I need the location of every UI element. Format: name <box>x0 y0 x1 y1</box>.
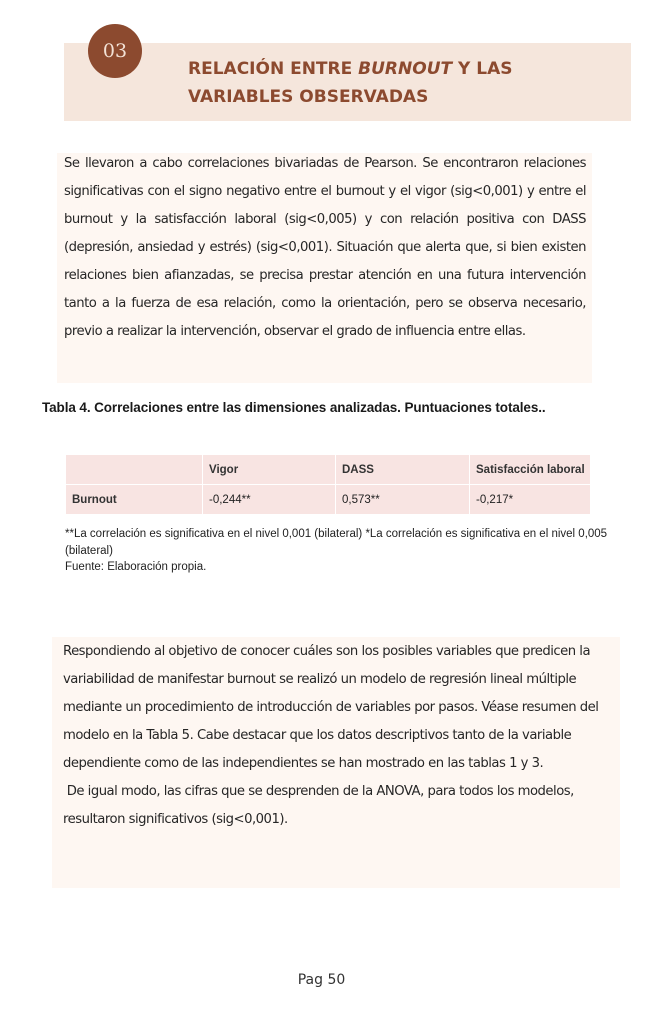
section-title-italic: BURNOUT <box>358 59 453 79</box>
correlation-table <box>66 455 591 515</box>
table-cell: -0,217* <box>470 485 591 515</box>
section-number-badge <box>88 24 142 78</box>
table-notes <box>65 526 635 576</box>
page-number: Pag 50 <box>297 972 346 988</box>
paragraph-2b: De igual modo, las cifras que se desprenden de la ANOVA, para todos los modelos, resultaron significativos (sig<0,001). <box>63 784 578 827</box>
table-header-cell: DASS <box>336 455 470 485</box>
paragraph-1: Se llevaron a cabo correlaciones bivariadas de Pearson. Se encontraron relaciones significativas con el signo negativo entre el burnout y el vigor (sig<0,001) y entre el burnout y la satisfacción laboral (sig<0,005) y con relación positiva con DASS (depresión, ansiedad y estrés) (sig<0,001). Situación que alerta que, si bien existen relaciones bien afianzadas, se precisa prestar atención en una futura intervención tanto a la fuerza de esa relación, como la orientación, pero se observa necesario, previo a realizar la intervención, observar el grado de influencia entre ellas. <box>64 156 586 339</box>
table-header-row <box>66 455 591 485</box>
table-row <box>66 485 591 515</box>
section-title-part1: RELACIÓN ENTRE <box>188 59 359 79</box>
significance-note: **La correlación es significativa en el nivel 0,001 (bilateral) *La correlación es significativa en el nivel 0,005 (bilateral) <box>65 528 608 557</box>
table-cell: 0,573** <box>336 485 470 515</box>
section-title-part2: Y LAS VARIABLES OBSERVADAS <box>188 59 513 107</box>
table-cell: -0,244** <box>203 485 336 515</box>
table-header-cell: Satisfacción laboral <box>470 455 591 485</box>
section-number: 03 <box>102 40 128 62</box>
table-header-cell: Vigor <box>203 455 336 485</box>
paragraph-2 <box>63 638 603 834</box>
table-caption: Tabla 4. Correlaciones entre las dimensiones analizadas. Puntuaciones totales.. <box>42 400 546 415</box>
source-note: Fuente: Elaboración propia. <box>65 561 207 573</box>
table-header-cell <box>66 455 203 485</box>
section-title <box>188 55 618 111</box>
paragraph-2a: Respondiendo al objetivo de conocer cuáles son los posibles variables que predicen la variabilidad de manifestar burnout se realizó un modelo de regresión lineal múltiple mediante un procedimiento de introducción de variables por pasos. Véase resumen del modelo en la Tabla 5. Cabe destacar que los datos descriptivos tanto de la variable dependiente como de las independientes se han mostrado en las tablas 1 y 3. <box>63 644 599 771</box>
table-row-label: Burnout <box>66 485 203 515</box>
